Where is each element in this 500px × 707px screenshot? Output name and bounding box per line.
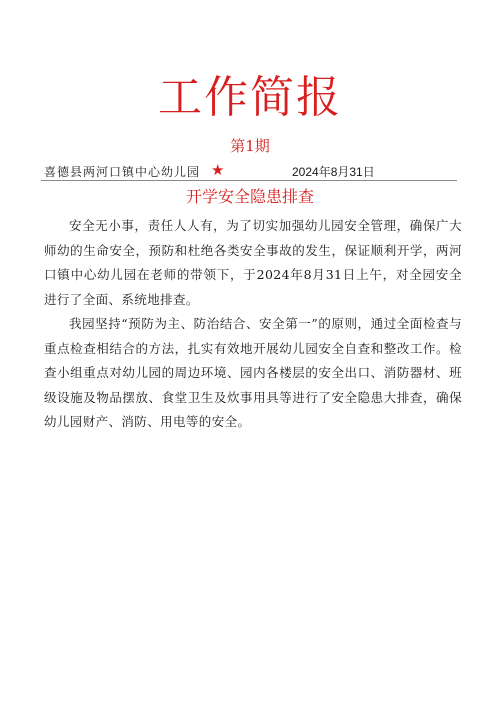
organization-name: 喜德县两河口镇中心幼儿园 (44, 165, 201, 179)
star-icon: ★ (211, 161, 225, 179)
article-body (44, 214, 462, 435)
header-divider (41, 180, 457, 181)
article-paragraph-2: 我园坚持“预防为主、防治结合、安全第一”的原则，通过全面检查与重点检查相结合的方法，扎实有效地开展幼儿园安全自查和整改工作。检查小组重点对幼儿园的周边环境、园内各楼层的安全出口、消防器材、班级设施及物品摆放、食堂卫生及炊事用具等进行了安全隐患大排查，确保幼儿园财产、消防、用电等的安全。 (44, 316, 462, 429)
issue-number: 第1期 (230, 137, 270, 155)
article-headline: 开学安全隐患排查 (185, 187, 314, 206)
article-paragraph-1: 安全无小事，责任人人有，为了切实加强幼儿园安全管理，确保广大师幼的生命安全，预防和杜绝各类安全事故的发生，保证顺利开学，两河口镇中心幼儿园在老师的带领下，于2024年8月31日上午，对全园安全进行了全面、系统地排查。 (44, 218, 462, 307)
newsletter-title: 工作简报 (158, 72, 342, 123)
masthead-meta-row (0, 160, 500, 182)
issue-date: 2024年8月31日 (292, 165, 375, 179)
